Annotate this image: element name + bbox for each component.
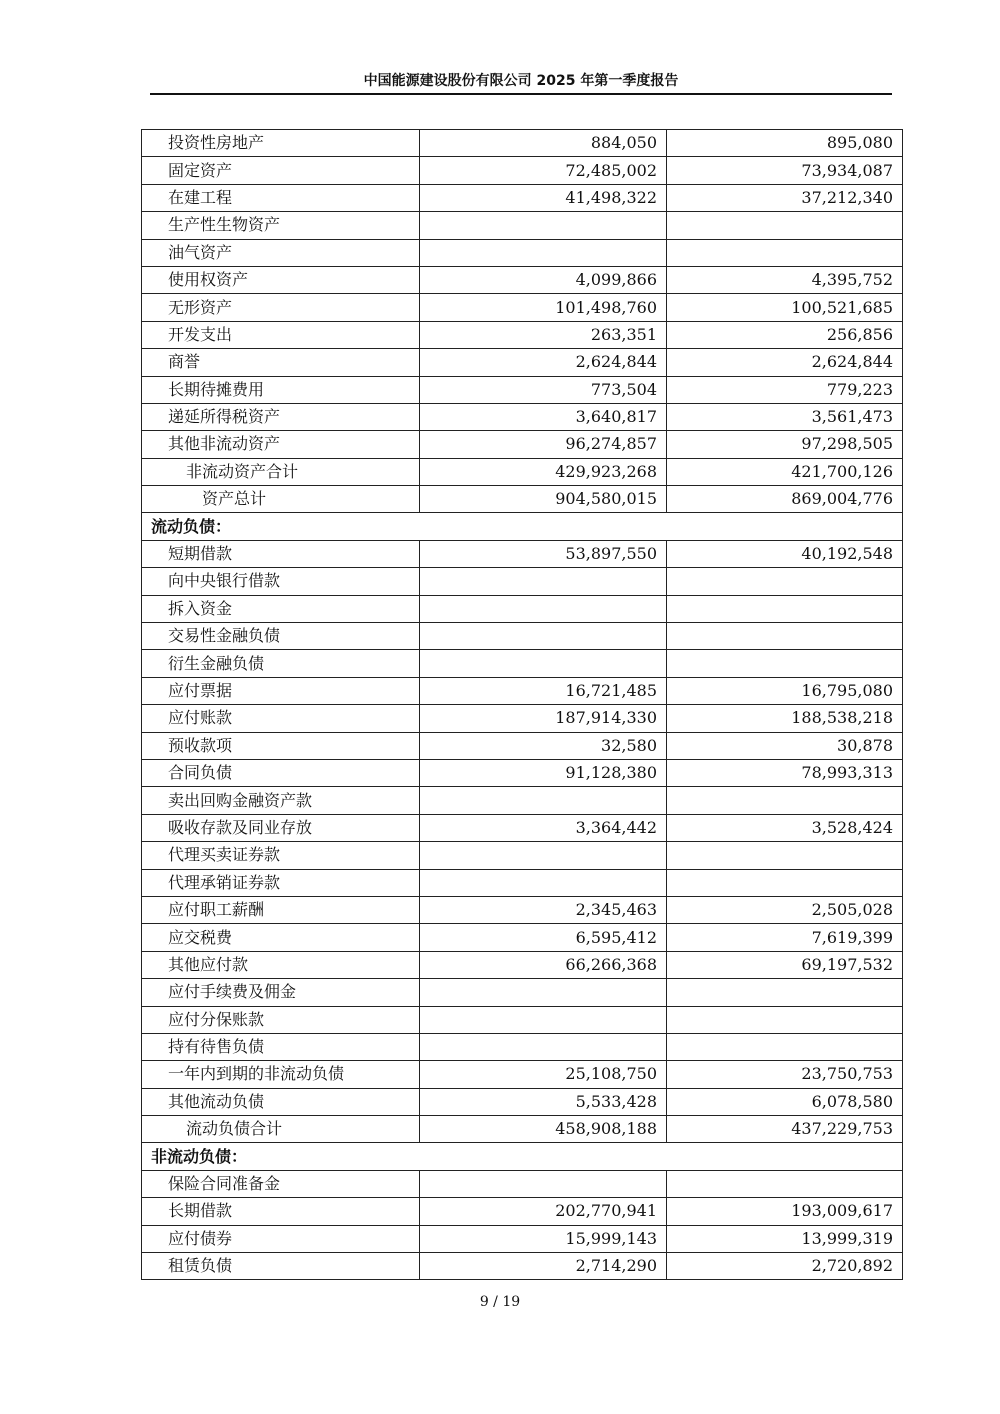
prior-period-value [667, 1006, 903, 1033]
prior-period-value: 869,004,776 [667, 486, 903, 513]
table-row [142, 732, 903, 759]
item-label: 投资性房地产 [142, 130, 420, 157]
section-label: 流动负债： [142, 513, 903, 540]
prior-period-value: 97,298,505 [667, 431, 903, 458]
item-label: 长期待摊费用 [142, 376, 420, 403]
current-period-value: 263,351 [420, 321, 667, 348]
current-period-value: 2,624,844 [420, 349, 667, 376]
current-period-value: 884,050 [420, 130, 667, 157]
prior-period-value [667, 979, 903, 1006]
prior-period-value: 6,078,580 [667, 1088, 903, 1115]
prior-period-value [667, 787, 903, 814]
table-row [142, 595, 903, 622]
item-label: 在建工程 [142, 184, 420, 211]
table-row [142, 321, 903, 348]
table-row [142, 1088, 903, 1115]
prior-period-value: 4,395,752 [667, 266, 903, 293]
table-row [142, 1198, 903, 1225]
current-period-value: 25,108,750 [420, 1061, 667, 1088]
current-period-value: 187,914,330 [420, 705, 667, 732]
current-period-value [420, 1033, 667, 1060]
prior-period-value [667, 869, 903, 896]
item-label: 拆入资金 [142, 595, 420, 622]
table-row [142, 650, 903, 677]
section-header-row [142, 1143, 903, 1170]
item-label: 保险合同准备金 [142, 1170, 420, 1197]
prior-period-value: 3,528,424 [667, 814, 903, 841]
item-label: 应交税费 [142, 924, 420, 951]
table-row [142, 677, 903, 704]
item-label: 吸收存款及同业存放 [142, 814, 420, 841]
item-label: 商誉 [142, 349, 420, 376]
table-row [142, 431, 903, 458]
current-period-value: 458,908,188 [420, 1116, 667, 1143]
item-label: 衍生金融负债 [142, 650, 420, 677]
item-label: 其他非流动资产 [142, 431, 420, 458]
item-label: 应付职工薪酬 [142, 896, 420, 923]
current-period-value [420, 239, 667, 266]
item-label: 应付票据 [142, 677, 420, 704]
prior-period-value [667, 1033, 903, 1060]
item-label: 向中央银行借款 [142, 568, 420, 595]
table-row [142, 1116, 903, 1143]
item-label: 油气资产 [142, 239, 420, 266]
prior-period-value: 188,538,218 [667, 705, 903, 732]
current-period-value: 32,580 [420, 732, 667, 759]
table-row [142, 623, 903, 650]
current-period-value: 53,897,550 [420, 540, 667, 567]
current-period-value [420, 212, 667, 239]
current-period-value: 2,345,463 [420, 896, 667, 923]
prior-period-value: 2,505,028 [667, 896, 903, 923]
balance-sheet-body [142, 130, 903, 1280]
table-row [142, 1225, 903, 1252]
item-label: 持有待售负债 [142, 1033, 420, 1060]
table-row [142, 130, 903, 157]
prior-period-value [667, 212, 903, 239]
prior-period-value: 40,192,548 [667, 540, 903, 567]
table-row [142, 924, 903, 951]
item-label: 其他应付款 [142, 951, 420, 978]
table-row [142, 869, 903, 896]
current-period-value: 16,721,485 [420, 677, 667, 704]
table-row [142, 1253, 903, 1280]
table-row [142, 842, 903, 869]
table-row [142, 705, 903, 732]
prior-period-value: 256,856 [667, 321, 903, 348]
current-period-value: 5,533,428 [420, 1088, 667, 1115]
current-period-value: 202,770,941 [420, 1198, 667, 1225]
current-period-value: 96,274,857 [420, 431, 667, 458]
prior-period-value: 3,561,473 [667, 403, 903, 430]
prior-period-value [667, 595, 903, 622]
prior-period-value [667, 568, 903, 595]
item-label: 短期借款 [142, 540, 420, 567]
item-label: 合同负债 [142, 759, 420, 786]
section-header-row [142, 513, 903, 540]
current-period-value [420, 623, 667, 650]
current-period-value [420, 568, 667, 595]
prior-period-value: 2,720,892 [667, 1253, 903, 1280]
table-row [142, 239, 903, 266]
prior-period-value [667, 650, 903, 677]
table-row [142, 403, 903, 430]
item-label: 非流动资产合计 [142, 458, 420, 485]
item-label: 一年内到期的非流动负债 [142, 1061, 420, 1088]
table-row [142, 1061, 903, 1088]
current-period-value [420, 842, 667, 869]
prior-period-value [667, 842, 903, 869]
table-row [142, 540, 903, 567]
prior-period-value: 7,619,399 [667, 924, 903, 951]
table-row [142, 1170, 903, 1197]
item-label: 其他流动负债 [142, 1088, 420, 1115]
current-period-value [420, 979, 667, 1006]
current-period-value: 3,364,442 [420, 814, 667, 841]
table-row [142, 376, 903, 403]
current-period-value: 773,504 [420, 376, 667, 403]
item-label: 应付分保账款 [142, 1006, 420, 1033]
header-rule [150, 93, 892, 95]
current-period-value [420, 1170, 667, 1197]
current-period-value: 66,266,368 [420, 951, 667, 978]
current-period-value: 101,498,760 [420, 294, 667, 321]
prior-period-value: 13,999,319 [667, 1225, 903, 1252]
page-number: 9 / 19 [479, 1294, 521, 1310]
current-period-value: 429,923,268 [420, 458, 667, 485]
table-row [142, 157, 903, 184]
item-label: 长期借款 [142, 1198, 420, 1225]
item-label: 开发支出 [142, 321, 420, 348]
prior-period-value: 100,521,685 [667, 294, 903, 321]
prior-period-value: 30,878 [667, 732, 903, 759]
prior-period-value: 779,223 [667, 376, 903, 403]
current-period-value: 15,999,143 [420, 1225, 667, 1252]
table-row [142, 896, 903, 923]
prior-period-value: 16,795,080 [667, 677, 903, 704]
prior-period-value: 2,624,844 [667, 349, 903, 376]
current-period-value: 91,128,380 [420, 759, 667, 786]
current-period-value [420, 1006, 667, 1033]
item-label: 租赁负债 [142, 1253, 420, 1280]
current-period-value [420, 595, 667, 622]
item-label: 流动负债合计 [142, 1116, 420, 1143]
prior-period-value: 23,750,753 [667, 1061, 903, 1088]
prior-period-value: 895,080 [667, 130, 903, 157]
item-label: 预收款项 [142, 732, 420, 759]
item-label: 交易性金融负债 [142, 623, 420, 650]
item-label: 资产总计 [142, 486, 420, 513]
item-label: 代理承销证券款 [142, 869, 420, 896]
table-row [142, 486, 903, 513]
item-label: 生产性生物资产 [142, 212, 420, 239]
table-row [142, 184, 903, 211]
prior-period-value [667, 1170, 903, 1197]
table-row [142, 979, 903, 1006]
prior-period-value: 193,009,617 [667, 1198, 903, 1225]
item-label: 递延所得税资产 [142, 403, 420, 430]
item-label: 应付账款 [142, 705, 420, 732]
current-period-value: 3,640,817 [420, 403, 667, 430]
item-label: 无形资产 [142, 294, 420, 321]
item-label: 应付手续费及佣金 [142, 979, 420, 1006]
balance-sheet-table [141, 129, 903, 1280]
table-row [142, 951, 903, 978]
current-period-value: 72,485,002 [420, 157, 667, 184]
prior-period-value: 69,197,532 [667, 951, 903, 978]
current-period-value: 904,580,015 [420, 486, 667, 513]
table-row [142, 458, 903, 485]
table-row [142, 1033, 903, 1060]
prior-period-value: 73,934,087 [667, 157, 903, 184]
page-header-title: 中国能源建设股份有限公司 2025 年第一季度报告 [363, 73, 679, 89]
table-row [142, 814, 903, 841]
current-period-value [420, 869, 667, 896]
item-label: 应付债券 [142, 1225, 420, 1252]
prior-period-value: 78,993,313 [667, 759, 903, 786]
item-label: 卖出回购金融资产款 [142, 787, 420, 814]
prior-period-value: 421,700,126 [667, 458, 903, 485]
item-label: 使用权资产 [142, 266, 420, 293]
prior-period-value: 437,229,753 [667, 1116, 903, 1143]
current-period-value: 2,714,290 [420, 1253, 667, 1280]
table-row [142, 568, 903, 595]
prior-period-value [667, 239, 903, 266]
table-row [142, 212, 903, 239]
table-row [142, 266, 903, 293]
current-period-value [420, 787, 667, 814]
table-row [142, 294, 903, 321]
prior-period-value: 37,212,340 [667, 184, 903, 211]
current-period-value: 6,595,412 [420, 924, 667, 951]
prior-period-value [667, 623, 903, 650]
item-label: 代理买卖证券款 [142, 842, 420, 869]
current-period-value: 4,099,866 [420, 266, 667, 293]
item-label: 固定资产 [142, 157, 420, 184]
current-period-value: 41,498,322 [420, 184, 667, 211]
table-row [142, 759, 903, 786]
table-row [142, 1006, 903, 1033]
table-row [142, 787, 903, 814]
current-period-value [420, 650, 667, 677]
section-label: 非流动负债： [142, 1143, 903, 1170]
table-row [142, 349, 903, 376]
